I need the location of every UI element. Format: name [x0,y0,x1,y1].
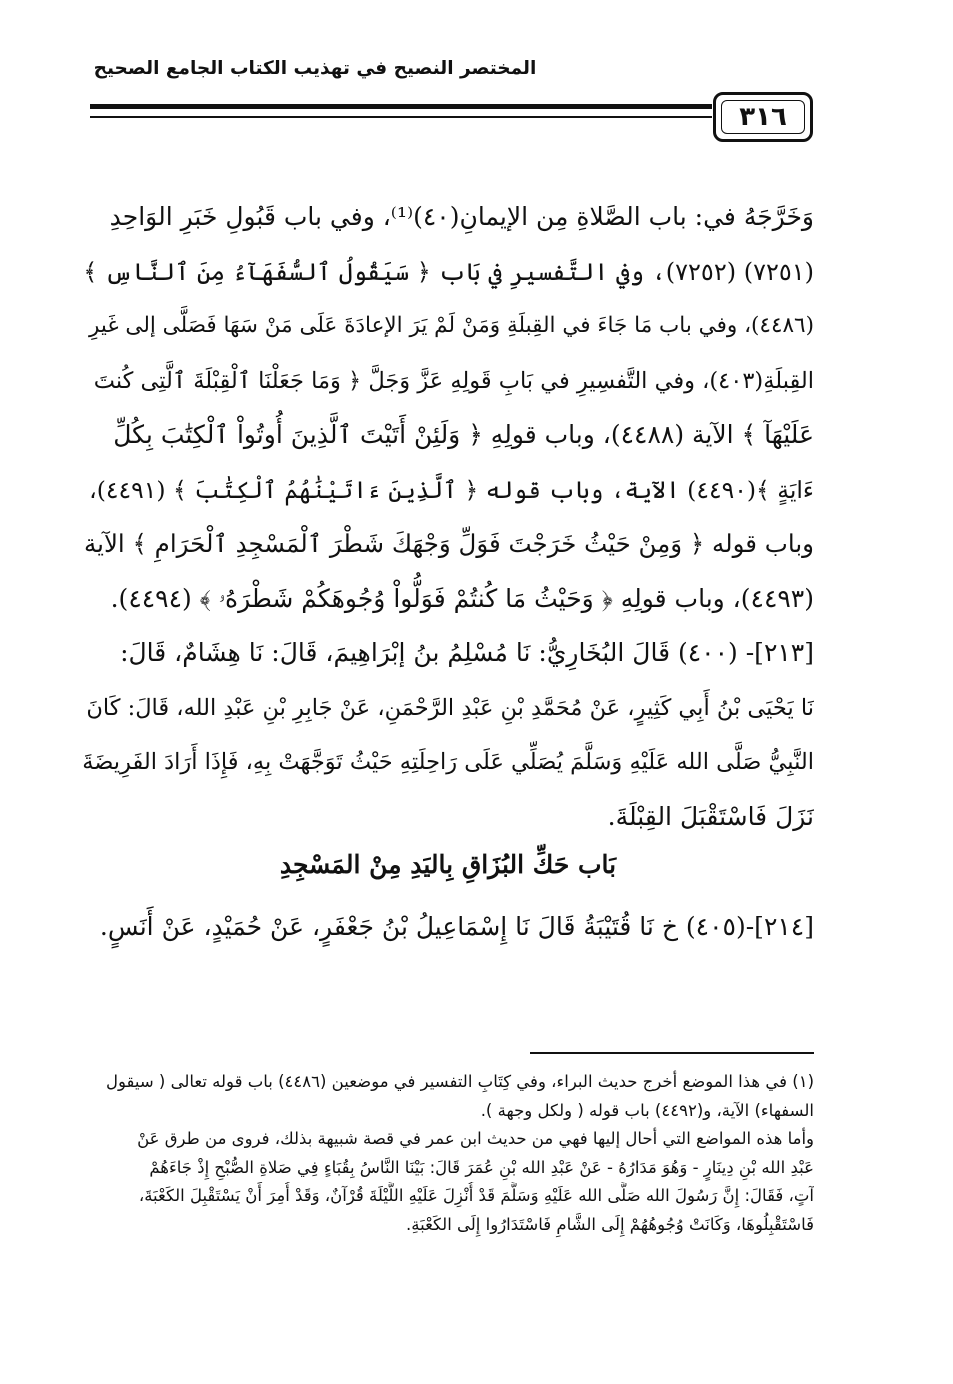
footnote-separator [530,1052,814,1054]
body-line: نَا يَحْيَى بْنُ أَبِي كَثِيرٍ، عَنْ مُحَمَّدِ بْنِ عَبْدِ الرَّحْمَنِ، عَنْ جَابِرِ بْنِ عَبْدِ الله، قَالَ: كَانَ [86,694,814,721]
footnote-line: فَاسْتَقْبِلُوهَا، وَكَانَتْ وُجُوهُهُمْ إِلَى الشَّامِ فَاسْتَدَارُوا إِلَى الكَعْبَةِ. [406,1214,814,1234]
footnote-line: آتٍ، فَقَالَ: إِنَّ رَسُولَ الله صَلَّى الله عَلَيْهِ وَسَلَّمَ قَدْ أُنْزِلَ عَلَيْهِ اللَّيْلَةَ قُرْآنٌ، وَقَدْ أُمِرَ أَنْ يَسْتَقْبِلَ الكَعْبَةَ، [138,1186,814,1205]
footnote-line: وأما هذه المواضع التي أحال إليها فهي من حديث ابن عمر في قصة شبيهة بذلك، فروى من طرق عَنْ [137,1129,814,1148]
body-line: (٤٤٨٦)، وفي باب مَا جَاءَ في القِبلَةِ وَمَنْ لَمْ يَرَ الإعادَةَ عَلَى مَنْ سَهَا فَصَلَّى إلى غَيرِ [88,313,814,338]
body-line: ءَايَةٍ ﴾(٤٤٩٠) الآية، وباب قوله ﴿ ٱلَّذِينَ ءَاتَيْنَٰهُمُ ٱلْكِتَٰبَ ﴾ (٤٤٩١)، [89,475,814,504]
header-rule-thin [90,116,712,118]
page-number-frame [713,92,813,142]
body-line: القِبلَةِ(٤٠٣)، وفي التَّفسِيرِ في بَابِ قَولِهِ عَزَّ وَجَلَّ ﴿ وَمَا جَعَلْنَا ٱلْقِبْلَةَ ٱلَّتِى كُنتَ [93,367,814,394]
body-line: وَخَرَّجَهُ في: باب الصَّلاةِ مِن الإيمانِ(٤٠)⁽¹⁾، وفي باب قَبُولِ خَبَرِ الوَاحِدِ [109,202,814,231]
section-heading: بَاب حَكِّ البُزَاقِ بِاليَدِ مِنْ المَسْجِدِ [279,850,617,879]
body-line: نَزَلَ فَاسْتَقْبَلَ القِبْلَةَ. [607,801,814,831]
body-line: عَلَيْهَآ ﴾ الآية (٤٤٨٨)، وباب قولِهِ ﴿ وَلَئِنْ أَتَيْتَ ٱلَّذِينَ أُوتُواْ ٱلْكِتَٰبَ بِكُلِّ [113,420,814,449]
body-line: (٧٢٥١) (٧٢٥٢)، وفي التَّفسيرِ في بَاب ﴿ سَيَقُولُ ٱلسُّفَهَآءُ مِنَ ٱلنَّاسِ ﴾ [83,257,814,286]
footnote-line: عَبْدِ الله بْنِ دِينَارٍ - وَهُوَ مَدَارُهُ - عَنْ عَبْدِ الله بْنِ عُمَرَ قَالَ: بَيْنَا النَّاسُ بِقُبَاءٍ فِي صَلاةِ الصُّبْحِ إِذْ جَاءَهُمْ [149,1157,814,1177]
running-title: المختصر النصيح في تهذيب الكتاب الجامع الصحيح [93,58,537,79]
body-line: [٢١٣]- (٤٠٠) قَالَ البُخَارِيُّ: نَا مُسْلِمُ بنُ إبْرَاهِيمَ، قَالَ: نَا هِشَامٌ، قَالَ: [120,638,814,667]
body-line: (٤٤٩٣)، وباب قولِهِ ﴿ وَحَيْثُ مَا كُنتُمْ فَوَلُّواْ وُجُوهَكُمْ شَطْرَهُۥ ﴾ (٤٤٩٤). [110,583,814,613]
footnote-line: السفهاء) الآية، و(٤٤٩٢) باب قوله ( ولكل وجهة ). [480,1100,814,1120]
body-text [82,190,814,844]
body-line: وباب قوله ﴿ وَمِنْ حَيْثُ خَرَجْتَ فَوَلِّ وَجْهَكَ شَطْرَ ٱلْمَسْجِدِ ٱلْحَرَامِ ﴾ الآية [84,529,814,558]
hadith-line: [٢١٤]-(٤٠٥) خ نَا قُتَيْبَةُ قَالَ نَا إِسْمَاعِيلُ بْنُ جَعْفَرٍ، عَنْ حُمَيْدٍ، عَنْ أَنَسٍ. [99,912,814,941]
body-line: النَّبِيُّ صَلَّى الله عَلَيْهِ وَسَلَّمَ يُصَلِّي عَلَى رَاحِلَتِهِ حَيْثُ تَوَجَّهَتْ بِهِ، فَإِذَا أَرَادَ الفَرِيضَةَ [82,749,814,775]
footnotes [82,1068,814,1239]
header-rule-thick [90,104,712,109]
footnote-line: (١) في هذا الموضع أخرج حديث البراء، وفي كِتَابِ التفسير في موضعين (٤٤٨٦) باب قوله تعالى ( سيقول [105,1072,814,1091]
page-number: ٣١٦ [739,102,787,132]
